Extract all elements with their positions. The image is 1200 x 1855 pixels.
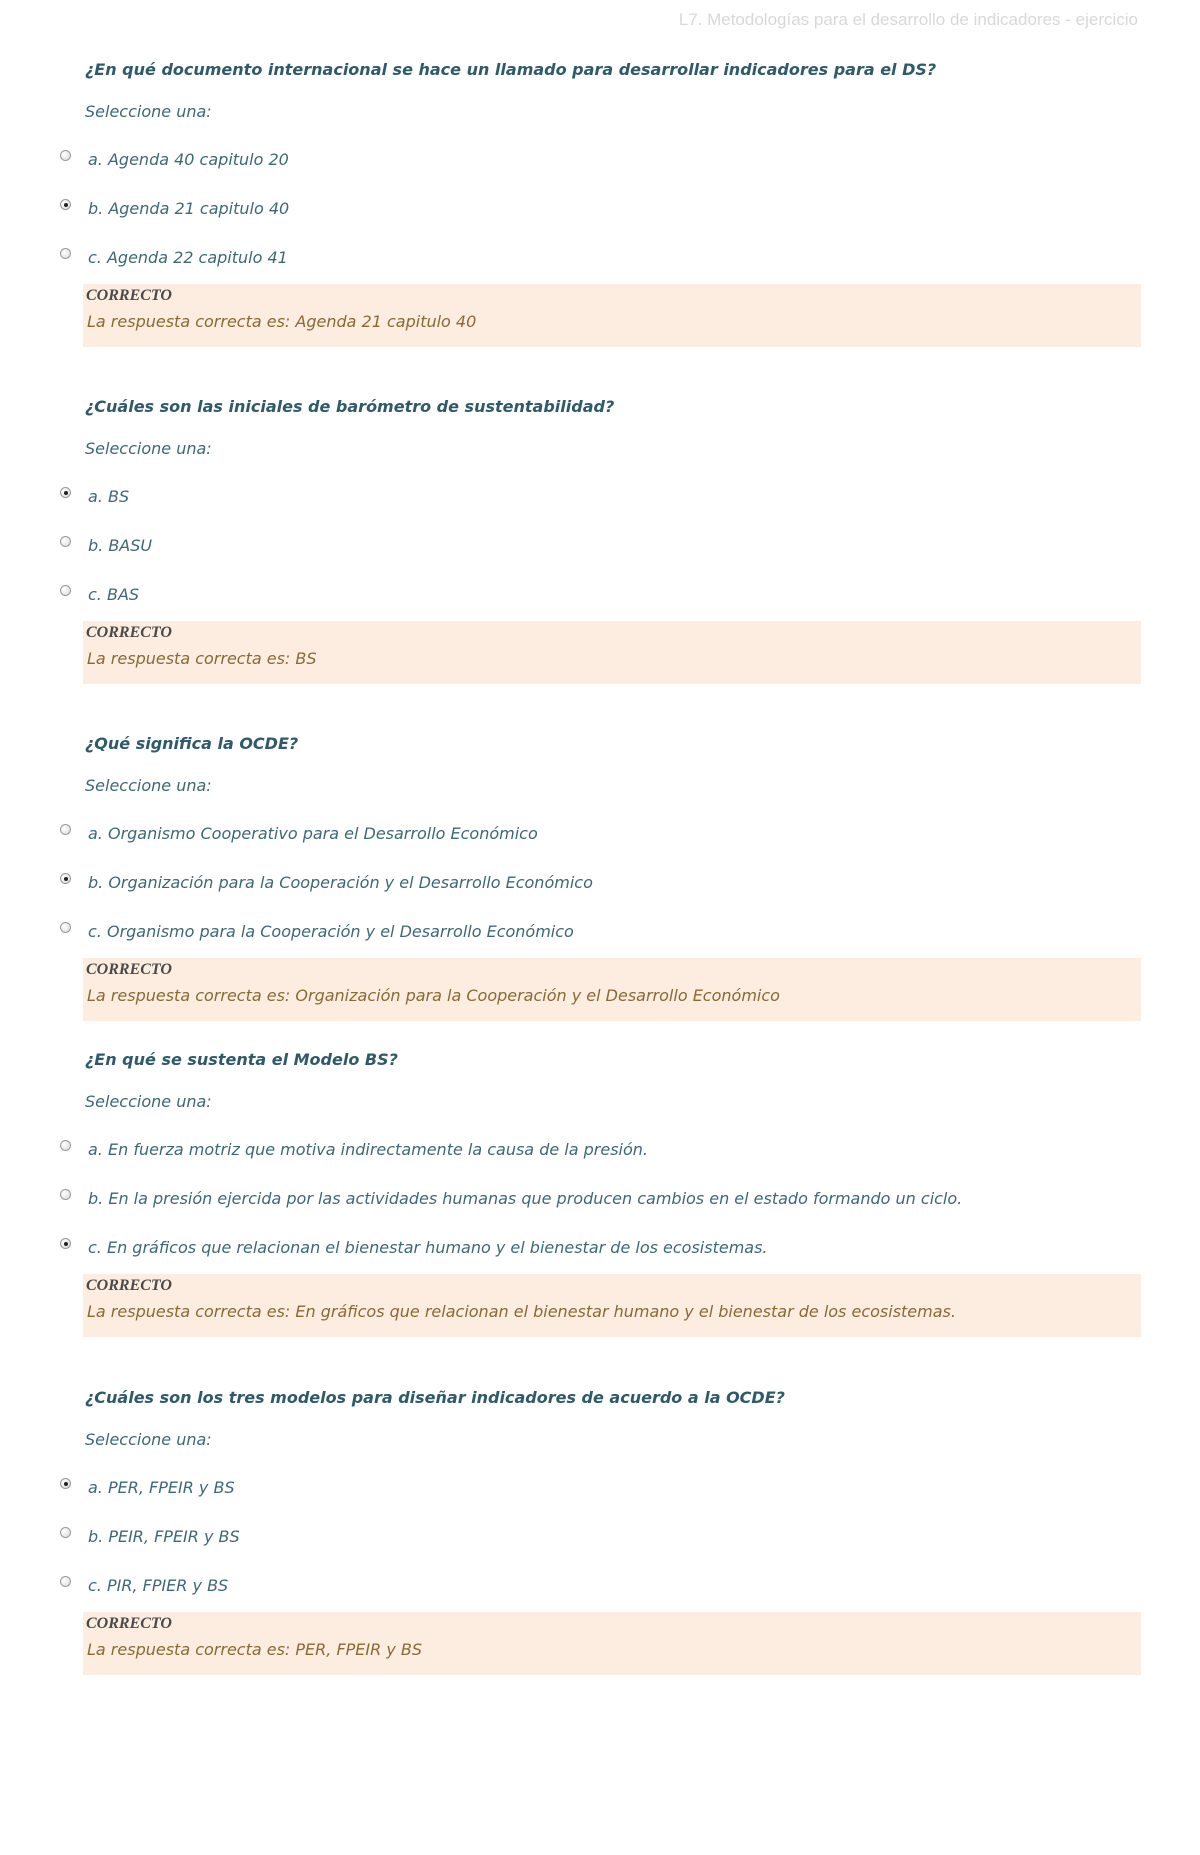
option-c[interactable] bbox=[0, 248, 1150, 284]
option-label: a. PER, FPEIR y BS bbox=[88, 1478, 235, 1497]
radio-button[interactable] bbox=[60, 1576, 71, 1587]
document-header-title: L7. Metodologías para el desarrollo de indicadores - ejercicio bbox=[678, 10, 1138, 29]
question-text: ¿En qué se sustenta el Modelo BS? bbox=[85, 1050, 398, 1069]
feedback-status: CORRECTO bbox=[86, 961, 172, 978]
radio-button[interactable] bbox=[60, 150, 71, 161]
option-b[interactable] bbox=[0, 1189, 1150, 1225]
feedback-box bbox=[83, 1612, 1141, 1675]
option-label: c. Organismo para la Cooperación y el Desarrollo Económico bbox=[88, 922, 574, 941]
feedback-answer: La respuesta correcta es: PER, FPEIR y BS bbox=[87, 1640, 423, 1659]
question-prompt: Seleccione una: bbox=[85, 776, 212, 795]
question-prompt: Seleccione una: bbox=[85, 1430, 212, 1449]
radio-button[interactable] bbox=[60, 585, 71, 596]
feedback-status: CORRECTO bbox=[86, 287, 172, 304]
option-label: c. BAS bbox=[88, 585, 140, 604]
option-label: c. Agenda 22 capitulo 41 bbox=[88, 248, 288, 267]
radio-button[interactable] bbox=[60, 1189, 71, 1200]
option-label: c. PIR, FPIER y BS bbox=[88, 1576, 229, 1595]
feedback-answer: La respuesta correcta es: En gráficos que relacionan el bienestar humano y el bienestar de los ecosistemas. bbox=[87, 1302, 956, 1321]
option-c[interactable] bbox=[0, 922, 1150, 958]
option-label: c. En gráficos que relacionan el bienestar humano y el bienestar de los ecosistemas. bbox=[88, 1238, 768, 1257]
feedback-status: CORRECTO bbox=[86, 1615, 172, 1632]
feedback-answer: La respuesta correcta es: BS bbox=[87, 649, 317, 668]
radio-button[interactable] bbox=[60, 199, 71, 210]
option-label: a. Agenda 40 capitulo 20 bbox=[88, 150, 289, 169]
question-prompt: Seleccione una: bbox=[85, 102, 212, 121]
option-b[interactable] bbox=[0, 199, 1150, 235]
radio-button[interactable] bbox=[60, 1140, 71, 1151]
option-label: b. Agenda 21 capitulo 40 bbox=[88, 199, 290, 218]
option-label: a. Organismo Cooperativo para el Desarrollo Económico bbox=[88, 824, 538, 843]
option-label: b. Organización para la Cooperación y el Desarrollo Económico bbox=[88, 873, 593, 892]
feedback-box bbox=[83, 284, 1141, 347]
question-text: ¿Qué significa la OCDE? bbox=[85, 734, 299, 753]
question-prompt: Seleccione una: bbox=[85, 439, 212, 458]
feedback-box bbox=[83, 621, 1141, 684]
radio-button[interactable] bbox=[60, 922, 71, 933]
option-b[interactable] bbox=[0, 873, 1150, 909]
option-b[interactable] bbox=[0, 1527, 1150, 1563]
option-label: b. BASU bbox=[88, 536, 153, 555]
question-text: ¿Cuáles son las iniciales de barómetro de sustentabilidad? bbox=[85, 397, 615, 416]
feedback-status: CORRECTO bbox=[86, 624, 172, 641]
radio-button[interactable] bbox=[60, 248, 71, 259]
feedback-answer: La respuesta correcta es: Agenda 21 capitulo 40 bbox=[87, 312, 477, 331]
radio-button[interactable] bbox=[60, 1527, 71, 1538]
radio-button[interactable] bbox=[60, 1238, 71, 1249]
feedback-status: CORRECTO bbox=[86, 1277, 172, 1294]
question-text: ¿En qué documento internacional se hace un llamado para desarrollar indicadores para el DS? bbox=[85, 60, 937, 79]
option-label: a. BS bbox=[88, 487, 130, 506]
radio-button[interactable] bbox=[60, 824, 71, 835]
radio-button[interactable] bbox=[60, 1478, 71, 1489]
radio-button[interactable] bbox=[60, 536, 71, 547]
option-a[interactable] bbox=[0, 824, 1150, 860]
option-c[interactable] bbox=[0, 585, 1150, 621]
radio-button[interactable] bbox=[60, 873, 71, 884]
feedback-box bbox=[83, 958, 1141, 1021]
option-label: b. En la presión ejercida por las actividades humanas que producen cambios en el estado formando un ciclo. bbox=[88, 1189, 963, 1208]
option-a[interactable] bbox=[0, 1140, 1150, 1176]
question-prompt: Seleccione una: bbox=[85, 1092, 212, 1111]
option-label: b. PEIR, FPEIR y BS bbox=[88, 1527, 240, 1546]
option-a[interactable] bbox=[0, 487, 1150, 523]
option-a[interactable] bbox=[0, 150, 1150, 186]
option-label: a. En fuerza motriz que motiva indirectamente la causa de la presión. bbox=[88, 1140, 648, 1159]
option-c[interactable] bbox=[0, 1576, 1150, 1612]
option-a[interactable] bbox=[0, 1478, 1150, 1514]
feedback-box bbox=[83, 1274, 1141, 1337]
feedback-answer: La respuesta correcta es: Organización para la Cooperación y el Desarrollo Económico bbox=[87, 986, 780, 1005]
radio-button[interactable] bbox=[60, 487, 71, 498]
option-b[interactable] bbox=[0, 536, 1150, 572]
option-c[interactable] bbox=[0, 1238, 1150, 1274]
question-text: ¿Cuáles son los tres modelos para diseñar indicadores de acuerdo a la OCDE? bbox=[85, 1388, 785, 1407]
